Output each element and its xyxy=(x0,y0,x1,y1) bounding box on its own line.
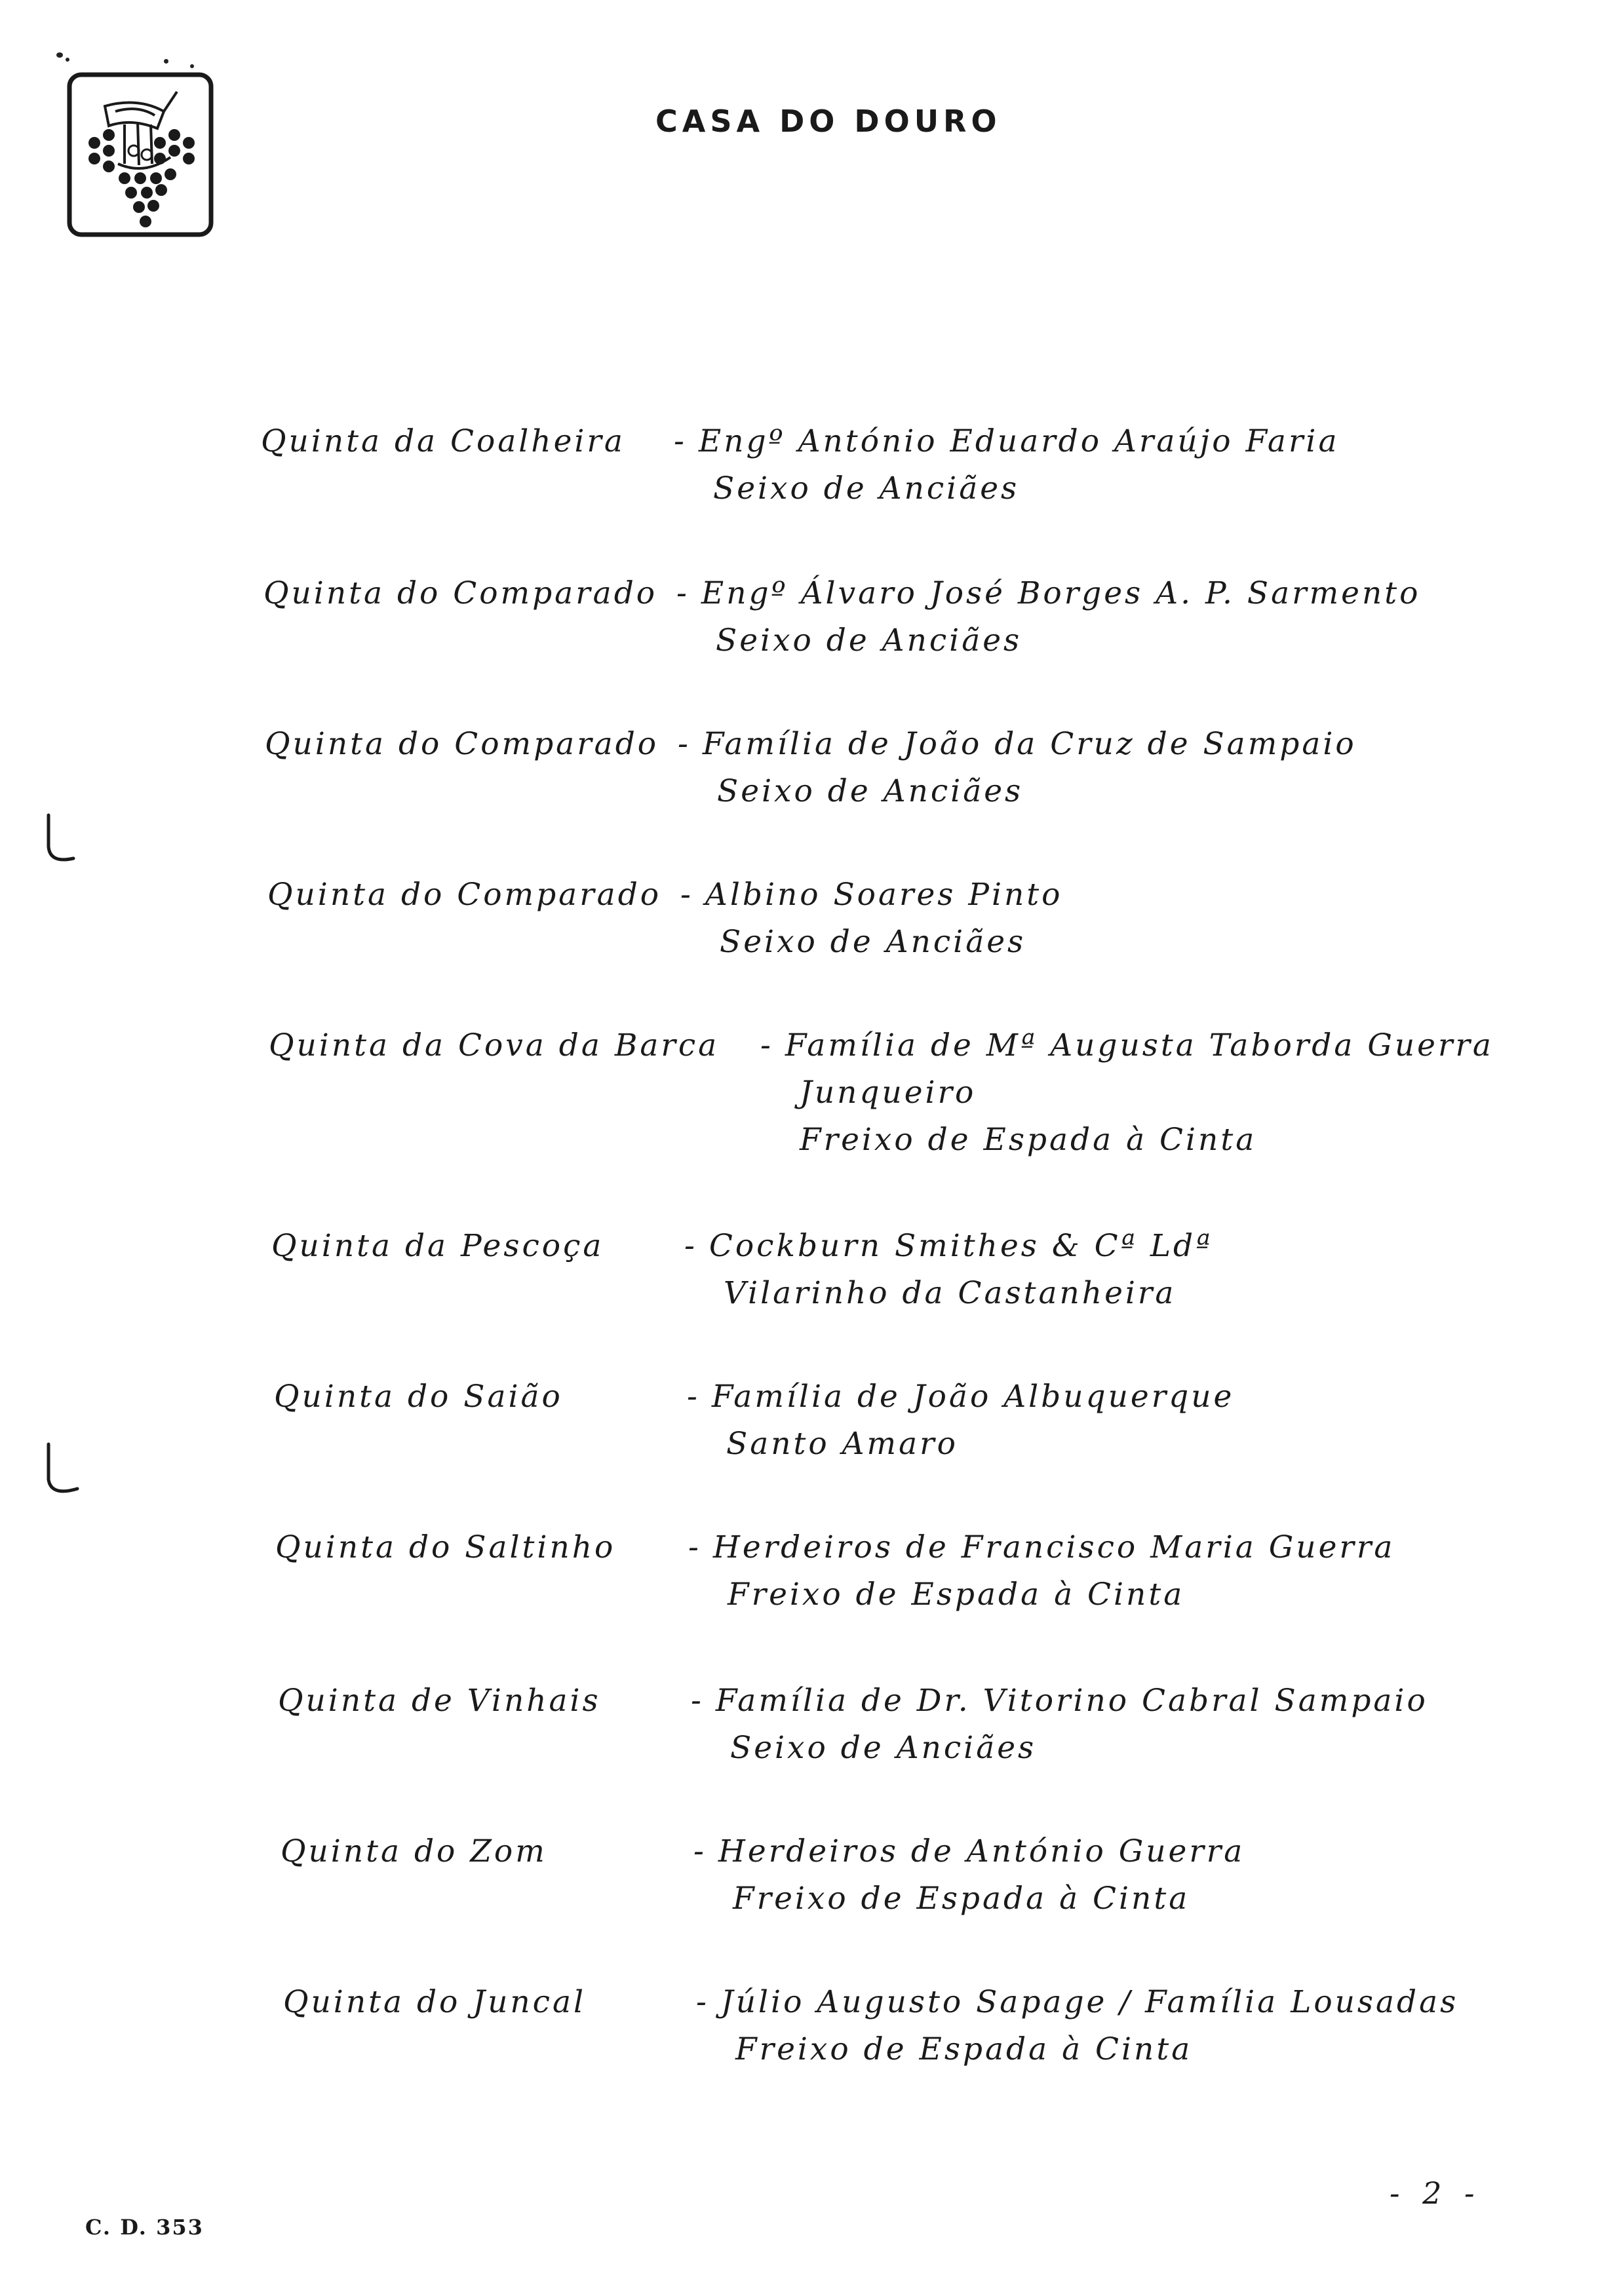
estate-name: Quinta do Comparado xyxy=(263,575,658,611)
estate-name: Quinta do Saltinho xyxy=(275,1529,616,1565)
owner-name: Família de Dr. Vitorino Cabral Sampaio xyxy=(715,1683,1428,1719)
estate-name: Quinta do Saião xyxy=(274,1379,563,1415)
owner-line xyxy=(684,1223,1213,1270)
owner-location: Seixo de Anciães xyxy=(713,470,1020,507)
owner-location: Freixo de Espada à Cinta xyxy=(728,1577,1185,1613)
dash: - xyxy=(684,1228,697,1264)
estate-name: Quinta de Vinhais xyxy=(278,1683,601,1719)
owner-location: Seixo de Anciães xyxy=(720,924,1026,960)
estate-name: Quinta do Juncal xyxy=(283,1984,587,2020)
owner-line xyxy=(687,1373,1234,1421)
owner-name: Família de Mª Augusta Taborda Guerra xyxy=(785,1027,1494,1063)
owner-location: Santo Amaro xyxy=(726,1426,958,1462)
owner-block xyxy=(680,871,1062,966)
owner-location: Freixo de Espada à Cinta xyxy=(733,1881,1190,1917)
estate-name: Quinta do Comparado xyxy=(265,726,659,762)
owner-name: Família de João da Cruz de Sampaio xyxy=(702,726,1357,762)
estate-name: Quinta da Cova da Barca xyxy=(269,1027,720,1063)
dash: - xyxy=(674,423,687,459)
estate-name: Quinta do Zom xyxy=(281,1833,547,1869)
owner-line xyxy=(693,1828,1245,1875)
casa-do-douro-logo-icon xyxy=(66,66,216,237)
owner-name: Engº Álvaro José Borges A. P. Sarmento xyxy=(701,575,1421,611)
scan-speck xyxy=(164,59,168,64)
dash: - xyxy=(688,1529,701,1565)
estate-name: Quinta do Comparado xyxy=(267,877,662,913)
owner-location-secondary: Freixo de Espada à Cinta xyxy=(800,1122,1257,1158)
owner-line xyxy=(680,871,1062,919)
binder-hole-mark xyxy=(39,1442,85,1501)
owner-line xyxy=(688,1524,1395,1571)
owner-line xyxy=(696,1979,1458,2026)
owner-name: Engº António Eduardo Araújo Faria xyxy=(698,423,1340,459)
owner-block xyxy=(676,570,1420,664)
owner-location: Seixo de Anciães xyxy=(717,773,1024,809)
owner-block xyxy=(684,1223,1213,1317)
dash: - xyxy=(687,1379,700,1415)
owner-block xyxy=(688,1524,1395,1618)
owner-block xyxy=(674,418,1339,512)
owner-location: Seixo de Anciães xyxy=(730,1730,1037,1766)
dash: - xyxy=(680,877,693,913)
owner-line xyxy=(674,418,1339,465)
owner-name: Família de João Albuquerque xyxy=(711,1379,1235,1415)
page-title: CASA DO DOURO xyxy=(655,104,1002,139)
owner-block xyxy=(678,721,1357,815)
owner-line xyxy=(691,1677,1428,1725)
owner-line xyxy=(760,1022,1494,1069)
owner-name: Herdeiros de António Guerra xyxy=(718,1833,1245,1869)
owner-line xyxy=(678,721,1357,768)
dash: - xyxy=(676,575,690,611)
owner-block xyxy=(687,1373,1234,1468)
owner-block xyxy=(696,1979,1458,2073)
dash: - xyxy=(760,1027,773,1063)
owner-location: Seixo de Anciães xyxy=(716,622,1022,659)
owner-line xyxy=(676,570,1420,617)
dash: - xyxy=(691,1683,704,1719)
document-code: C. D. 353 xyxy=(85,2215,204,2240)
owner-location: Vilarinho da Castanheira xyxy=(724,1275,1177,1311)
owner-location: Freixo de Espada à Cinta xyxy=(735,2031,1193,2067)
estate-name: Quinta da Pescoça xyxy=(271,1228,604,1264)
scan-speck xyxy=(56,52,63,58)
owner-name: Herdeiros de Francisco Maria Guerra xyxy=(712,1529,1395,1565)
dash: - xyxy=(693,1833,707,1869)
owner-location: Junqueiro xyxy=(800,1075,977,1111)
owner-name: Cockburn Smithes & Cª Ldª xyxy=(709,1228,1213,1264)
owner-name: Albino Soares Pinto xyxy=(705,877,1063,913)
dash: - xyxy=(678,726,691,762)
owner-block xyxy=(760,1022,1494,1164)
binder-hole-mark xyxy=(39,813,85,871)
dash: - xyxy=(696,1984,709,2020)
scan-speck xyxy=(190,64,194,68)
owner-block xyxy=(693,1828,1245,1923)
owner-block xyxy=(691,1677,1428,1772)
scan-speck xyxy=(66,58,69,62)
owner-name: Júlio Augusto Sapage / Família Lousadas xyxy=(720,1984,1459,2020)
estate-name: Quinta da Coalheira xyxy=(261,423,625,459)
page-number: - 2 - xyxy=(1390,2175,1481,2211)
